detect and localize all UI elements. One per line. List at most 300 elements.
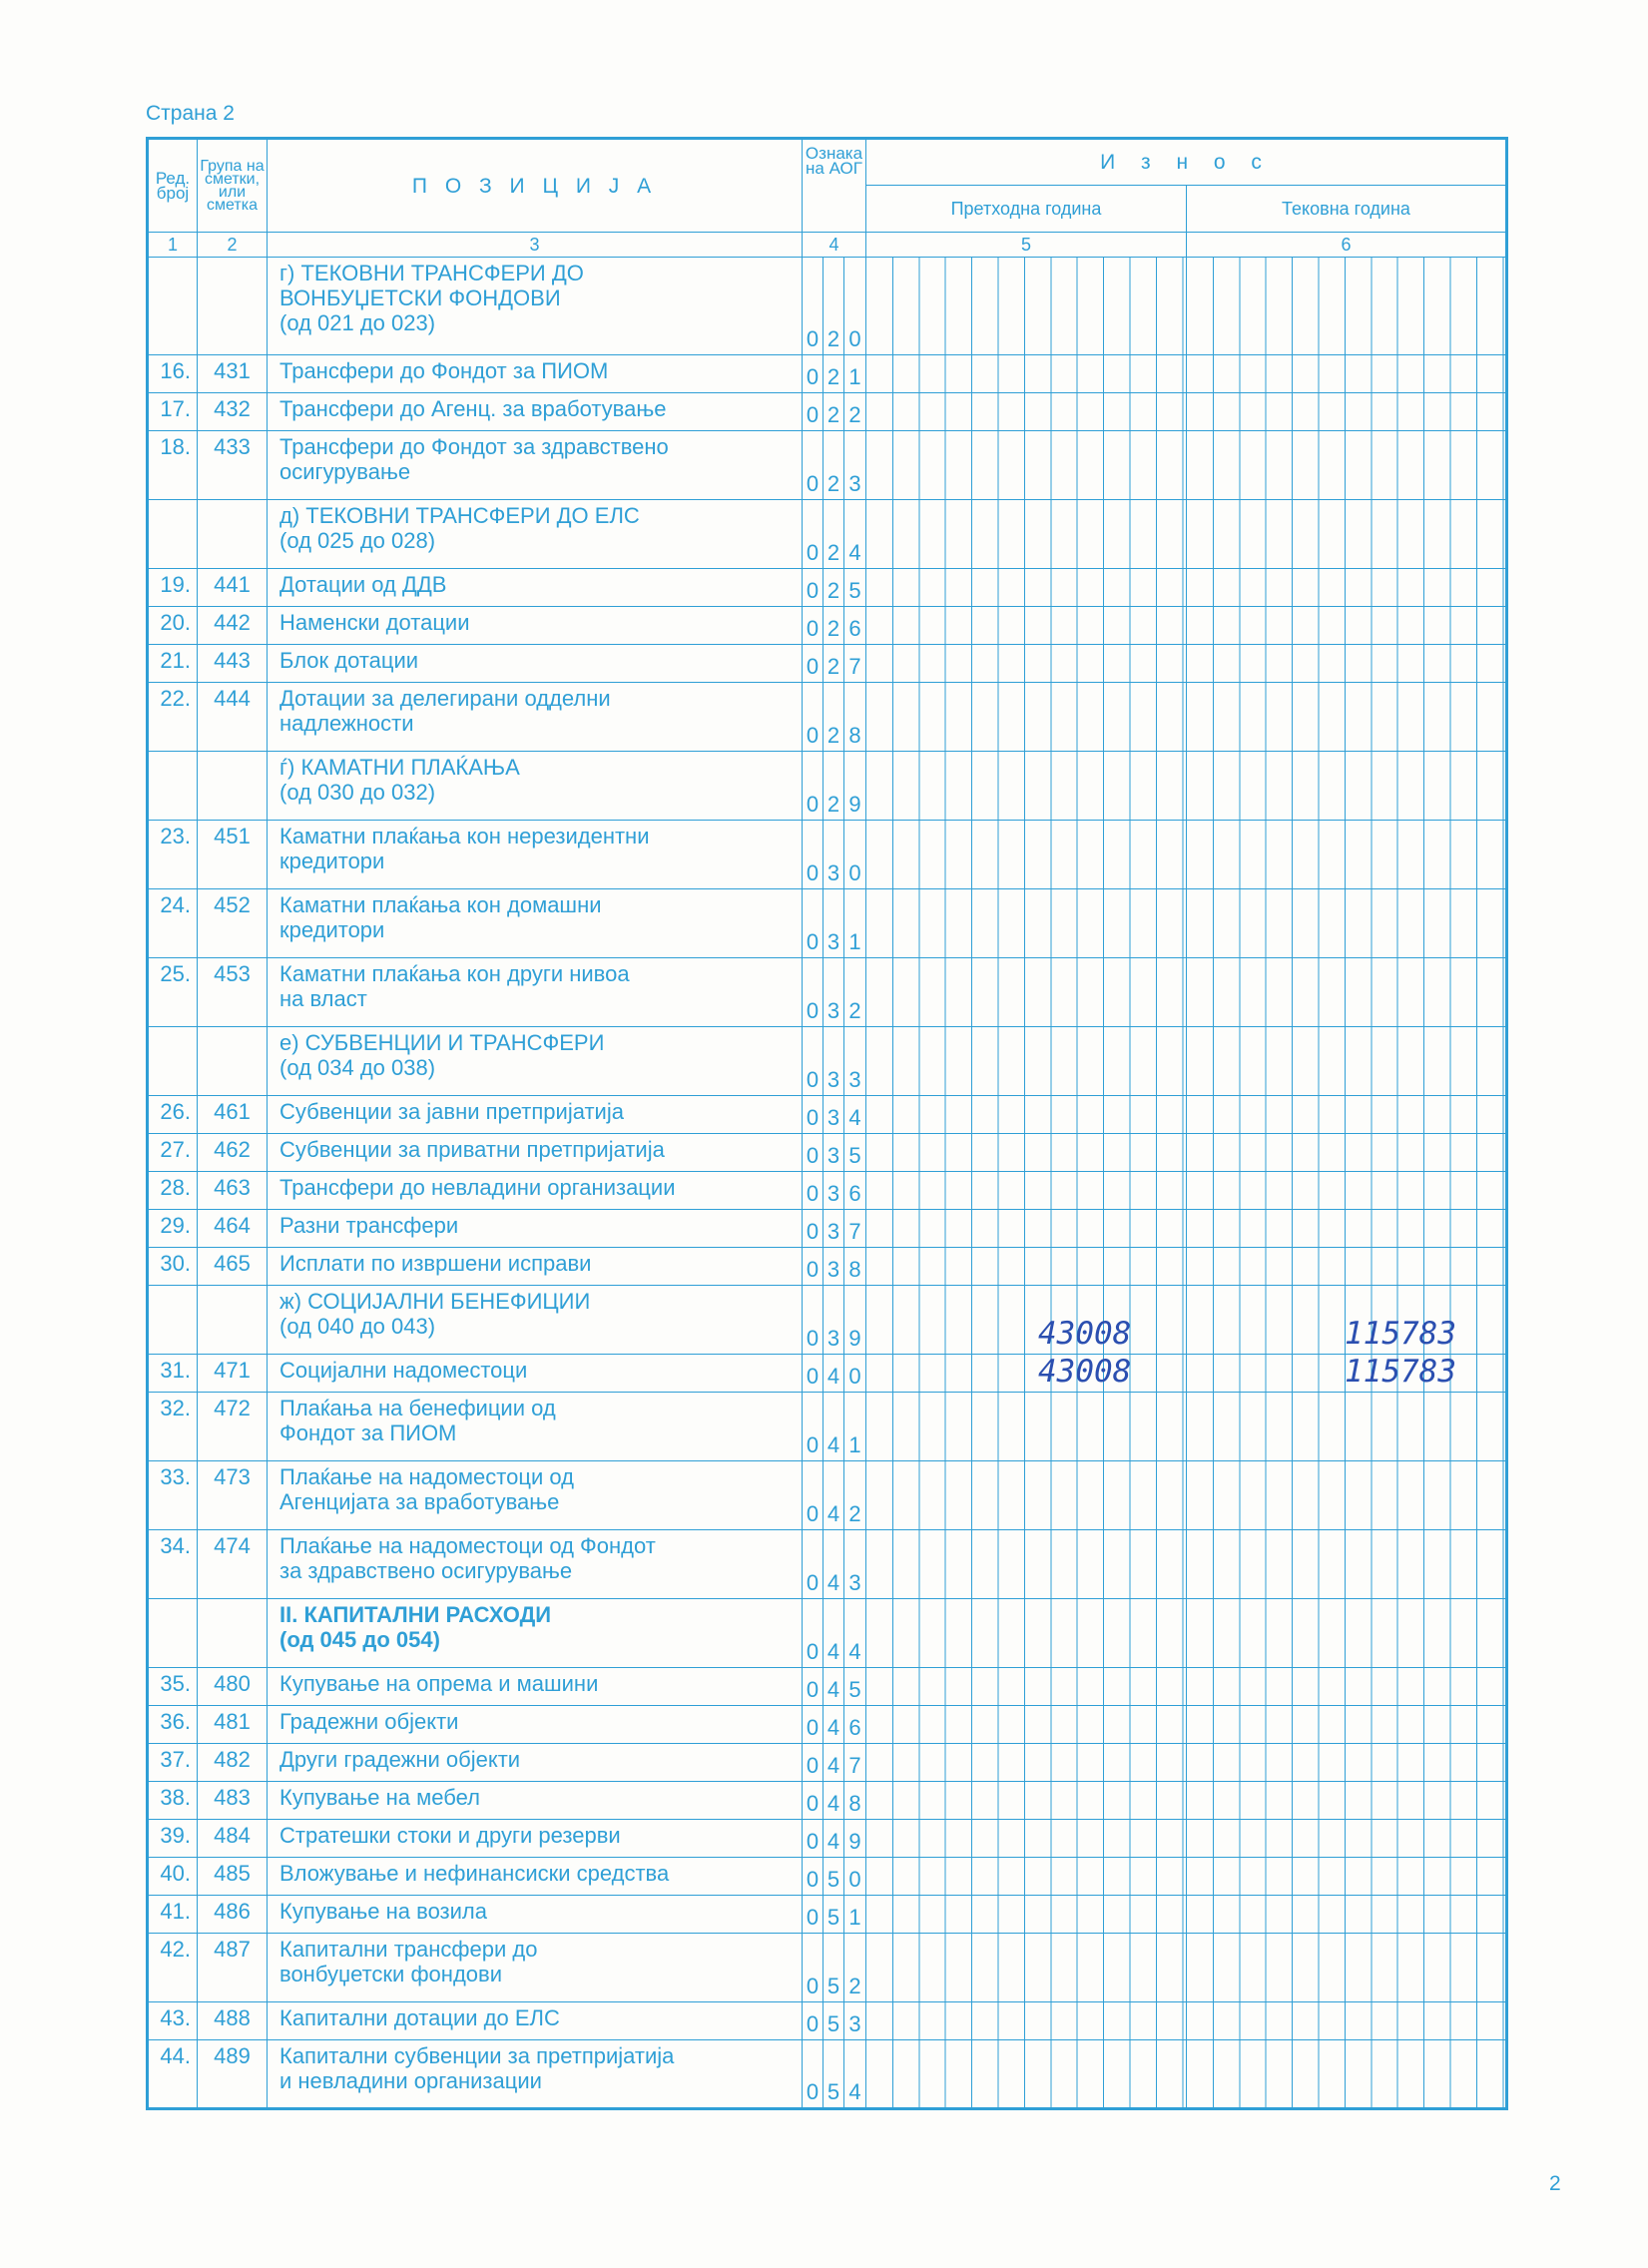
account-group: 465 (198, 1248, 268, 1286)
table-row (148, 645, 1507, 683)
account-group: 441 (198, 569, 268, 607)
aog-digit: 8 (844, 1248, 866, 1286)
aog-digit: 4 (844, 500, 866, 569)
row-number: 24. (148, 889, 198, 958)
account-group: 463 (198, 1172, 268, 1210)
section-heading: II. КАПИТАЛНИ РАСХОДИ (од 045 до 054) (268, 1599, 803, 1668)
account-group: 483 (198, 1782, 268, 1820)
aog-digit: 5 (824, 1934, 844, 2002)
aog-digit: 6 (844, 1172, 866, 1210)
amount-current-year[interactable] (1187, 1782, 1507, 1820)
aog-digit: 5 (844, 1668, 866, 1706)
amount-current-year[interactable] (1187, 2002, 1507, 2040)
aog-digit: 3 (844, 431, 866, 500)
table-row (148, 1096, 1507, 1134)
row-number: 42. (148, 1934, 198, 2002)
table-row (148, 1896, 1507, 1934)
aog-digit: 1 (844, 889, 866, 958)
aog-digit: 5 (824, 1858, 844, 1896)
amount-current-year[interactable] (1187, 1393, 1507, 1461)
amount-previous-year[interactable] (866, 2002, 1187, 2040)
row-number (148, 752, 198, 821)
aog-digit: 4 (824, 1782, 844, 1820)
table-row (148, 607, 1507, 645)
position-label: Дотации за делегирани одделни надлежности (268, 683, 803, 752)
header-amount: И з н о с (866, 139, 1507, 186)
header-aog: Ознака на АОГ (803, 139, 866, 233)
handwritten-amount: 43008 (1038, 1316, 1132, 1352)
amount-current-year[interactable] (1187, 258, 1507, 355)
table-row (148, 1858, 1507, 1896)
aog-digit: 5 (824, 2002, 844, 2040)
account-group: 471 (198, 1355, 268, 1393)
row-number: 40. (148, 1858, 198, 1896)
amount-current-year[interactable] (1187, 821, 1507, 889)
aog-digit: 0 (803, 2002, 824, 2040)
amount-current-year[interactable] (1187, 1896, 1507, 1934)
aog-digit: 0 (803, 431, 824, 500)
account-group: 462 (198, 1134, 268, 1172)
row-number: 43. (148, 2002, 198, 2040)
amount-current-year[interactable] (1187, 1744, 1507, 1782)
account-group: 433 (198, 431, 268, 500)
amount-current-year[interactable] (1187, 1172, 1507, 1210)
amount-previous-year[interactable] (866, 258, 1187, 355)
aog-digit: 0 (803, 1355, 824, 1393)
position-label: Субвенции за приватни претпријатија (268, 1134, 803, 1172)
row-number: 22. (148, 683, 198, 752)
amount-current-year[interactable] (1187, 1706, 1507, 1744)
aog-digit: 2 (824, 258, 844, 355)
aog-digit: 0 (803, 1248, 824, 1286)
aog-digit: 0 (803, 607, 824, 645)
table-row (148, 393, 1507, 431)
amount-current-year[interactable] (1187, 1599, 1507, 1668)
row-number: 41. (148, 1896, 198, 1934)
account-group (198, 1286, 268, 1355)
row-number: 37. (148, 1744, 198, 1782)
account-group: 431 (198, 355, 268, 393)
amount-previous-year[interactable] (866, 1210, 1187, 1248)
amount-previous-year[interactable] (866, 1355, 1187, 1393)
table-row (148, 1286, 1507, 1355)
table-row (148, 1668, 1507, 1706)
row-number: 34. (148, 1530, 198, 1599)
row-number: 23. (148, 821, 198, 889)
account-group: 461 (198, 1096, 268, 1134)
aog-digit: 0 (803, 1668, 824, 1706)
account-group: 432 (198, 393, 268, 431)
aog-digit: 0 (803, 569, 824, 607)
aog-digit: 3 (824, 1172, 844, 1210)
amount-previous-year[interactable] (866, 607, 1187, 645)
amount-previous-year[interactable] (866, 1599, 1187, 1668)
position-label: Плаќања на бенефиции од Фондот за ПИОМ (268, 1393, 803, 1461)
column-index: 6 (1187, 233, 1507, 258)
amount-previous-year[interactable] (866, 1027, 1187, 1096)
column-index: 3 (268, 233, 803, 258)
amount-previous-year[interactable] (866, 1744, 1187, 1782)
aog-digit: 3 (844, 1530, 866, 1599)
handwritten-amount: 115783 (1345, 1354, 1456, 1390)
account-group: 485 (198, 1858, 268, 1896)
amount-previous-year[interactable] (866, 355, 1187, 393)
aog-digit: 0 (803, 1461, 824, 1530)
amount-previous-year[interactable] (866, 393, 1187, 431)
aog-digit: 1 (844, 1393, 866, 1461)
aog-digit: 9 (844, 752, 866, 821)
amount-previous-year[interactable] (866, 1668, 1187, 1706)
aog-digit: 0 (803, 1286, 824, 1355)
aog-digit: 4 (824, 1820, 844, 1858)
aog-digit: 2 (844, 393, 866, 431)
aog-digit: 0 (803, 1599, 824, 1668)
row-number: 31. (148, 1355, 198, 1393)
aog-digit: 0 (803, 1393, 824, 1461)
amount-previous-year[interactable] (866, 1858, 1187, 1896)
page-label: Страна 2 (146, 102, 235, 125)
table-row (148, 1820, 1507, 1858)
aog-digit: 0 (803, 1858, 824, 1896)
aog-digit: 0 (803, 1027, 824, 1096)
position-label: Трансфери до Фондот за ПИОМ (268, 355, 803, 393)
row-number: 30. (148, 1248, 198, 1286)
amount-current-year[interactable] (1187, 752, 1507, 821)
position-label: Купување на возила (268, 1896, 803, 1934)
account-group: 453 (198, 958, 268, 1027)
row-number: 39. (148, 1820, 198, 1858)
row-number: 20. (148, 607, 198, 645)
amount-previous-year[interactable] (866, 752, 1187, 821)
account-group: 480 (198, 1668, 268, 1706)
aog-digit: 0 (803, 1530, 824, 1599)
aog-digit: 1 (844, 1896, 866, 1934)
amount-current-year[interactable] (1187, 431, 1507, 500)
header-row-number: Ред. број (148, 139, 198, 233)
aog-digit: 3 (824, 1248, 844, 1286)
aog-digit: 4 (824, 1393, 844, 1461)
row-number: 19. (148, 569, 198, 607)
aog-digit: 4 (824, 1530, 844, 1599)
row-number: 44. (148, 2040, 198, 2109)
section-heading: д) ТЕКОВНИ ТРАНСФЕРИ ДО ЕЛС (од 025 до 028) (268, 500, 803, 569)
aog-digit: 8 (844, 683, 866, 752)
aog-digit: 2 (824, 645, 844, 683)
row-number: 26. (148, 1096, 198, 1134)
table-row (148, 431, 1507, 500)
account-group: 474 (198, 1530, 268, 1599)
expenditure-table (146, 137, 1508, 2110)
amount-current-year[interactable] (1187, 355, 1507, 393)
aog-digit: 0 (803, 1934, 824, 2002)
account-group: 442 (198, 607, 268, 645)
table-row (148, 1210, 1507, 1248)
amount-previous-year[interactable] (866, 1782, 1187, 1820)
row-number (148, 1027, 198, 1096)
amount-current-year[interactable] (1187, 1461, 1507, 1530)
position-label: Плаќање на надоместоци од Агенцијата за вработување (268, 1461, 803, 1530)
aog-digit: 0 (803, 1210, 824, 1248)
aog-digit: 4 (844, 2040, 866, 2109)
table-row (148, 752, 1507, 821)
handwritten-amount: 115783 (1345, 1316, 1456, 1352)
amount-current-year[interactable] (1187, 1668, 1507, 1706)
column-index: 4 (803, 233, 866, 258)
amount-previous-year[interactable] (866, 1530, 1187, 1599)
position-label: Социјални надоместоци (268, 1355, 803, 1393)
amount-previous-year[interactable] (866, 1134, 1187, 1172)
amount-previous-year[interactable] (866, 1706, 1187, 1744)
aog-digit: 2 (824, 569, 844, 607)
position-label: Вложување и нефинансиски средства (268, 1858, 803, 1896)
amount-previous-year[interactable] (866, 821, 1187, 889)
table-row (148, 2002, 1507, 2040)
aog-digit: 4 (824, 1599, 844, 1668)
amount-current-year[interactable] (1187, 1096, 1507, 1134)
aog-digit: 2 (824, 500, 844, 569)
amount-previous-year[interactable] (866, 1820, 1187, 1858)
aog-digit: 7 (844, 1210, 866, 1248)
amount-previous-year[interactable] (866, 1896, 1187, 1934)
aog-digit: 3 (844, 2002, 866, 2040)
aog-digit: 0 (803, 355, 824, 393)
amount-current-year[interactable] (1187, 1286, 1507, 1355)
aog-digit: 6 (844, 1706, 866, 1744)
table-row (148, 1599, 1507, 1668)
account-group: 473 (198, 1461, 268, 1530)
position-label: Плаќање на надоместоци од Фондот за здравствено осигурување (268, 1530, 803, 1599)
aog-digit: 1 (844, 355, 866, 393)
table-row (148, 258, 1507, 355)
row-number: 27. (148, 1134, 198, 1172)
amount-current-year[interactable] (1187, 500, 1507, 569)
header-account-group: Група на сметки, или сметка (198, 139, 268, 233)
amount-current-year[interactable] (1187, 1858, 1507, 1896)
position-label: Блок дотации (268, 645, 803, 683)
header-current-year: Тековна година (1187, 186, 1507, 233)
row-number: 25. (148, 958, 198, 1027)
aog-digit: 0 (803, 683, 824, 752)
aog-digit: 3 (824, 1134, 844, 1172)
aog-digit: 2 (844, 1934, 866, 2002)
position-label: Други градежни објекти (268, 1744, 803, 1782)
table-row (148, 958, 1507, 1027)
aog-digit: 4 (844, 1599, 866, 1668)
aog-digit: 2 (844, 1461, 866, 1530)
aog-digit: 0 (803, 1172, 824, 1210)
amount-current-year[interactable] (1187, 1210, 1507, 1248)
row-number: 28. (148, 1172, 198, 1210)
table-row (148, 2040, 1507, 2109)
amount-current-year[interactable] (1187, 683, 1507, 752)
amount-current-year[interactable] (1187, 645, 1507, 683)
amount-previous-year[interactable] (866, 1286, 1187, 1355)
aog-digit: 4 (824, 1706, 844, 1744)
amount-previous-year[interactable] (866, 889, 1187, 958)
account-group: 472 (198, 1393, 268, 1461)
table-row (148, 1530, 1507, 1599)
position-label: Трансфери до невладини организации (268, 1172, 803, 1210)
aog-digit: 7 (844, 645, 866, 683)
aog-digit: 7 (844, 1744, 866, 1782)
aog-digit: 0 (803, 1096, 824, 1134)
account-group: 464 (198, 1210, 268, 1248)
aog-digit: 0 (803, 645, 824, 683)
column-index: 2 (198, 233, 268, 258)
table-row (148, 889, 1507, 958)
position-label: Каматни плаќања кон домашни кредитори (268, 889, 803, 958)
position-label: Трансфери до Агенц. за вработување (268, 393, 803, 431)
aog-digit: 8 (844, 1782, 866, 1820)
aog-digit: 3 (824, 1210, 844, 1248)
account-group (198, 1027, 268, 1096)
table-row (148, 500, 1507, 569)
table-row (148, 1027, 1507, 1096)
account-group: 489 (198, 2040, 268, 2109)
amount-previous-year[interactable] (866, 500, 1187, 569)
amount-current-year[interactable] (1187, 958, 1507, 1027)
table-row (148, 821, 1507, 889)
aog-digit: 5 (844, 1134, 866, 1172)
aog-digit: 4 (824, 1461, 844, 1530)
aog-digit: 0 (803, 1706, 824, 1744)
position-label: Капитални трансфери до вонбуџетски фондови (268, 1934, 803, 2002)
column-index: 5 (866, 233, 1187, 258)
amount-current-year[interactable] (1187, 1134, 1507, 1172)
position-label: Стратешки стоки и други резерви (268, 1820, 803, 1858)
aog-digit: 0 (803, 1820, 824, 1858)
aog-digit: 2 (824, 683, 844, 752)
amount-current-year[interactable] (1187, 569, 1507, 607)
aog-digit: 2 (824, 355, 844, 393)
account-group: 487 (198, 1934, 268, 2002)
position-label: Субвенции за јавни претпријатија (268, 1096, 803, 1134)
aog-digit: 4 (824, 1355, 844, 1393)
account-group: 451 (198, 821, 268, 889)
aog-digit: 2 (824, 431, 844, 500)
table-row (148, 1248, 1507, 1286)
position-label: Купување на опрема и машини (268, 1668, 803, 1706)
aog-digit: 3 (824, 889, 844, 958)
aog-digit: 4 (844, 1096, 866, 1134)
amount-current-year[interactable] (1187, 1530, 1507, 1599)
amount-previous-year[interactable] (866, 2040, 1187, 2109)
amount-current-year[interactable] (1187, 393, 1507, 431)
aog-digit: 9 (844, 1286, 866, 1355)
aog-digit: 0 (803, 2040, 824, 2109)
aog-digit: 0 (844, 1858, 866, 1896)
amount-current-year[interactable] (1187, 607, 1507, 645)
aog-digit: 0 (803, 1134, 824, 1172)
financial-report-form (146, 137, 1505, 2155)
amount-previous-year[interactable] (866, 569, 1187, 607)
amount-previous-year[interactable] (866, 958, 1187, 1027)
aog-digit: 2 (824, 393, 844, 431)
row-number: 17. (148, 393, 198, 431)
amount-current-year[interactable] (1187, 1027, 1507, 1096)
row-number: 38. (148, 1782, 198, 1820)
aog-digit: 0 (803, 1782, 824, 1820)
aog-digit: 3 (824, 821, 844, 889)
account-group: 443 (198, 645, 268, 683)
aog-digit: 0 (803, 1744, 824, 1782)
amount-previous-year[interactable] (866, 1934, 1187, 2002)
page-number: 2 (1549, 2172, 1561, 2195)
section-heading: е) СУБВЕНЦИИ И ТРАНСФЕРИ (од 034 до 038) (268, 1027, 803, 1096)
section-heading: ѓ) КАМАТНИ ПЛАЌАЊА (од 030 до 032) (268, 752, 803, 821)
table-row (148, 1934, 1507, 2002)
account-group (198, 752, 268, 821)
aog-digit: 0 (803, 393, 824, 431)
aog-digit: 5 (824, 1896, 844, 1934)
aog-digit: 3 (824, 958, 844, 1027)
aog-digit: 0 (803, 889, 824, 958)
row-number (148, 258, 198, 355)
table-row (148, 1782, 1507, 1820)
account-group: 488 (198, 2002, 268, 2040)
amount-current-year[interactable] (1187, 1355, 1507, 1393)
column-index: 1 (148, 233, 198, 258)
table-row (148, 1355, 1507, 1393)
aog-digit: 0 (803, 500, 824, 569)
table-row (148, 683, 1507, 752)
table-row (148, 1461, 1507, 1530)
amount-previous-year[interactable] (866, 1096, 1187, 1134)
account-group (198, 500, 268, 569)
amount-current-year[interactable] (1187, 1248, 1507, 1286)
amount-previous-year[interactable] (866, 1172, 1187, 1210)
row-number: 35. (148, 1668, 198, 1706)
amount-current-year[interactable] (1187, 2040, 1507, 2109)
row-number: 21. (148, 645, 198, 683)
aog-digit: 5 (844, 569, 866, 607)
aog-digit: 0 (803, 752, 824, 821)
aog-digit: 3 (844, 1027, 866, 1096)
aog-digit: 2 (824, 607, 844, 645)
header-position: П О З И Ц И Ј А (268, 139, 803, 233)
amount-previous-year[interactable] (866, 1393, 1187, 1461)
amount-current-year[interactable] (1187, 1820, 1507, 1858)
aog-digit: 4 (824, 1744, 844, 1782)
amount-previous-year[interactable] (866, 1461, 1187, 1530)
aog-digit: 5 (824, 2040, 844, 2109)
amount-previous-year[interactable] (866, 431, 1187, 500)
position-label: Капитални дотации до ЕЛС (268, 2002, 803, 2040)
row-number (148, 1286, 198, 1355)
amount-previous-year[interactable] (866, 645, 1187, 683)
aog-digit: 6 (844, 607, 866, 645)
account-group: 484 (198, 1820, 268, 1858)
table-row (148, 355, 1507, 393)
position-label: Дотации од ДДВ (268, 569, 803, 607)
position-label: Исплати по извршени исправи (268, 1248, 803, 1286)
amount-current-year[interactable] (1187, 889, 1507, 958)
table-row (148, 1744, 1507, 1782)
position-label: Разни трансфери (268, 1210, 803, 1248)
account-group: 444 (198, 683, 268, 752)
aog-digit: 3 (824, 1027, 844, 1096)
aog-digit: 2 (824, 752, 844, 821)
handwritten-amount: 43008 (1038, 1354, 1132, 1390)
amount-previous-year[interactable] (866, 1248, 1187, 1286)
amount-previous-year[interactable] (866, 683, 1187, 752)
aog-digit: 0 (844, 1355, 866, 1393)
amount-current-year[interactable] (1187, 1934, 1507, 2002)
aog-digit: 2 (844, 958, 866, 1027)
aog-digit: 0 (844, 258, 866, 355)
position-label: Градежни објекти (268, 1706, 803, 1744)
aog-digit: 0 (803, 258, 824, 355)
